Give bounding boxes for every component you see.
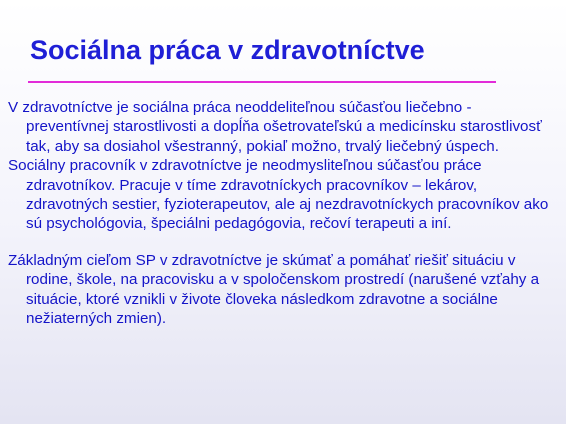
paragraph-2: Sociálny pracovník v zdravotníctve je neodmysliteľnou súčasťou práce zdravotníkov. Pracuje v tíme zdravotníckych pracovníkov – lekárov, zdravotných sestier, fyzioterapeutov, ale aj nezdravotníckych pracovníkov ako sú psychológovia, špeciálni pedagógovia, rečoví terapeuti a iní. xyxy=(8,157,549,233)
title-underline xyxy=(28,81,496,83)
slide-title: Sociálna práca v zdravotníctve xyxy=(30,35,425,65)
paragraph-1: V zdravotníctve je sociálna práca neoddeliteľnou súčasťou liečebno - preventívnej starostlivosti a dopĺňa ošetrovateľskú a medicínsku starostlivosť tak, aby sa dosiahol všestranný, pokiaľ možno, trvalý liečebný úspech. xyxy=(8,99,542,155)
slide-body xyxy=(8,98,556,328)
paragraph-3: Základným cieľom SP v zdravotníctve je skúmať a pomáhať riešiť situáciu v rodine, škole, na pracovisku a v spoločenskom prostredí (narušené vzťahy a situácie, ktoré vznikli v živote človeka následkom zdravotne a sociálne nežiaterných zmien). xyxy=(8,251,540,328)
